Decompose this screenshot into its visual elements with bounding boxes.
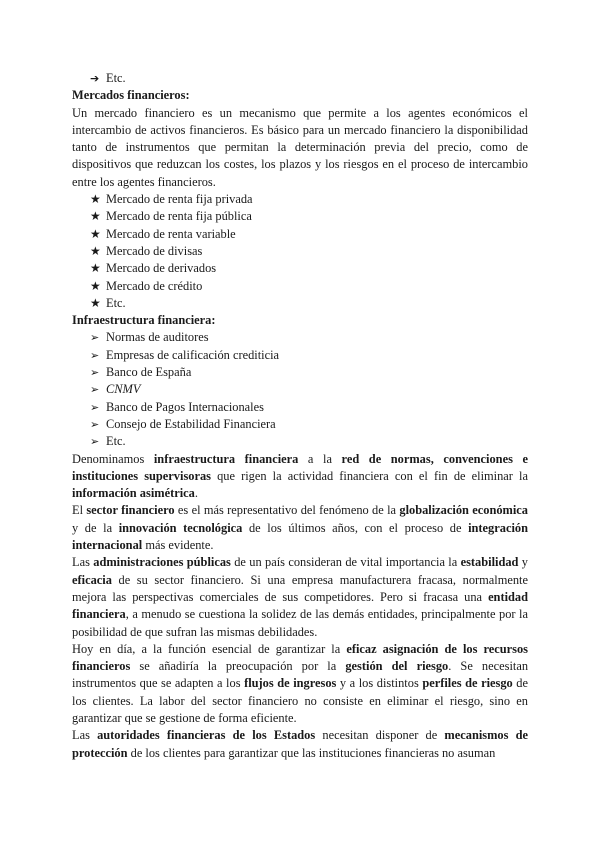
bold-term: mecanismos de protección	[72, 728, 529, 760]
list-item	[72, 347, 528, 364]
list-item	[72, 381, 528, 398]
list-item	[72, 243, 528, 260]
text-run: de su sector financiero. Si una empresa manufacturera fracasa, normalmente mejora las perspectivas comerciales de sus competidores. Pero si fracasa una	[72, 572, 528, 604]
arrowhead-icon: ➢	[90, 435, 100, 449]
paragraph-mercados: Un mercado financiero es un mecanismo que permite a los agentes económicos el intercambio de activos financieros. Es básico para un mercado financiero la disponibilidad tanto de instrumentos que permitan la determinación previa del precio, como de dispositivos que reduzcan los costes, los plazos y los riesgos en el proceso de intercambio entre los agentes financieros.	[72, 105, 528, 189]
bold-term: información asimétrica	[72, 486, 195, 501]
text-run: se añadiría la preocupación por la	[130, 659, 346, 674]
list-item-text: Etc.	[106, 295, 126, 310]
text-run: de los clientes para garantizar que las instituciones financieras no asuman	[127, 745, 496, 760]
list-item	[72, 226, 528, 243]
text-run: .	[194, 486, 198, 501]
bold-term: entidad financiera	[72, 589, 528, 622]
bold-term: autoridades financieras de los Estados	[97, 728, 316, 743]
arrowhead-icon: ➢	[90, 383, 100, 397]
list-item	[72, 364, 528, 381]
list-item-text: CNMV	[106, 382, 141, 397]
arrowhead-icon: ➢	[90, 366, 100, 380]
text-run: y de la	[72, 520, 119, 535]
list-item-text: Etc.	[106, 434, 126, 449]
star-icon: ★	[90, 261, 101, 276]
text-run: Las	[72, 728, 98, 743]
arrowhead-icon: ➢	[90, 400, 100, 414]
star-icon: ★	[90, 209, 101, 224]
paragraph-infraestructura-definicion	[72, 451, 528, 503]
paragraph-sector-financiero	[72, 502, 528, 554]
list-item-text: Etc.	[106, 71, 126, 85]
text-run: de un país consideran de vital importancia la	[230, 555, 461, 570]
list-item	[72, 191, 528, 208]
text-run: Hoy en día, a la función esencial de garantizar la	[72, 641, 347, 656]
text-run: Las	[72, 555, 94, 570]
list-item-text: Mercado de renta fija privada	[106, 192, 253, 207]
bold-term: administraciones públicas	[93, 555, 231, 570]
mercados-list	[72, 191, 528, 312]
text-run: El	[72, 503, 87, 518]
paragraph-gestion-riesgo	[72, 641, 528, 727]
text-run: es el más representativo del fenómeno de la	[174, 503, 400, 518]
star-icon: ★	[90, 278, 101, 293]
bold-term: globalización económica	[399, 503, 528, 518]
paragraph-autoridades	[72, 727, 528, 762]
text-run: a la	[298, 451, 342, 466]
text-run: de los clientes. La labor del sector financiero no consiste en eliminar el riesgo, sino en garantizar que se gestione de forma eficiente.	[72, 676, 528, 725]
top-list	[72, 70, 528, 87]
list-item-text: Mercado de renta variable	[106, 226, 236, 241]
arrow-right-icon: ➔	[90, 72, 100, 85]
list-item-text: Mercado de renta fija pública	[106, 209, 252, 224]
list-item-text: Normas de auditores	[106, 330, 209, 345]
text-run: que rigen la actividad financiera con el fin de eliminar la	[210, 468, 528, 483]
star-icon: ★	[90, 295, 101, 310]
list-item-text: Banco de Pagos Internacionales	[106, 399, 264, 414]
list-item	[72, 260, 528, 277]
star-icon: ★	[90, 243, 101, 258]
bold-term: perfiles de riesgo	[422, 676, 513, 691]
list-item-text: Banco de España	[106, 365, 192, 380]
text-run: de los últimos años, con el proceso de	[242, 520, 469, 535]
star-icon: ★	[90, 226, 101, 241]
text-run: necesitan disponer de	[315, 728, 445, 743]
list-item-text: Mercado de divisas	[106, 243, 203, 258]
bold-term: red de normas, convenciones e instituciones supervisoras	[72, 451, 528, 483]
list-item	[72, 416, 528, 433]
text-run: y	[518, 555, 528, 570]
list-item-text: Mercado de crédito	[106, 278, 203, 293]
list-item-text: Empresas de calificación crediticia	[106, 347, 280, 362]
list-item	[72, 399, 528, 416]
bold-term: sector financiero	[86, 503, 175, 518]
list-item-text: Consejo de Estabilidad Financiera	[106, 416, 276, 431]
list-item-text: Mercado de derivados	[106, 261, 217, 276]
bold-term: estabilidad	[460, 555, 519, 570]
text-run: más evidente.	[142, 538, 214, 553]
bold-term: flujos de ingresos	[244, 676, 337, 691]
text-run: . Se necesitan instrumentos que se adapten a los	[72, 659, 529, 691]
document-page	[72, 70, 528, 762]
list-item	[72, 70, 528, 87]
arrowhead-icon: ➢	[90, 331, 100, 345]
section-heading-infraestructura: Infraestructura financiera:	[72, 313, 216, 328]
arrowhead-icon: ➢	[90, 348, 100, 362]
text-run: , a menudo se cuestiona la solidez de las demás entidades, principalmente por la posibilidad de que sufran las mismas debilidades.	[72, 607, 528, 639]
list-item	[72, 329, 528, 346]
text-run: y a los distintos	[336, 676, 423, 691]
infraestructura-list	[72, 329, 528, 450]
paragraph-administraciones	[72, 554, 528, 640]
list-item	[72, 295, 528, 312]
bold-term: innovación tecnológica	[118, 520, 243, 535]
text-run: Denominamos	[72, 451, 154, 466]
list-item	[72, 278, 528, 295]
arrowhead-icon: ➢	[90, 417, 100, 431]
bold-term: gestión del riesgo	[345, 659, 449, 674]
bold-term: integración internacional	[72, 520, 528, 553]
star-icon: ★	[90, 192, 101, 207]
list-item	[72, 208, 528, 225]
bold-term: infraestructura financiera	[153, 451, 299, 466]
bold-term: eficaz asignación de los recursos financieros	[72, 641, 528, 674]
section-heading-mercados: Mercados financieros:	[72, 88, 190, 103]
bold-term: eficacia	[72, 572, 112, 587]
list-item	[72, 433, 528, 450]
